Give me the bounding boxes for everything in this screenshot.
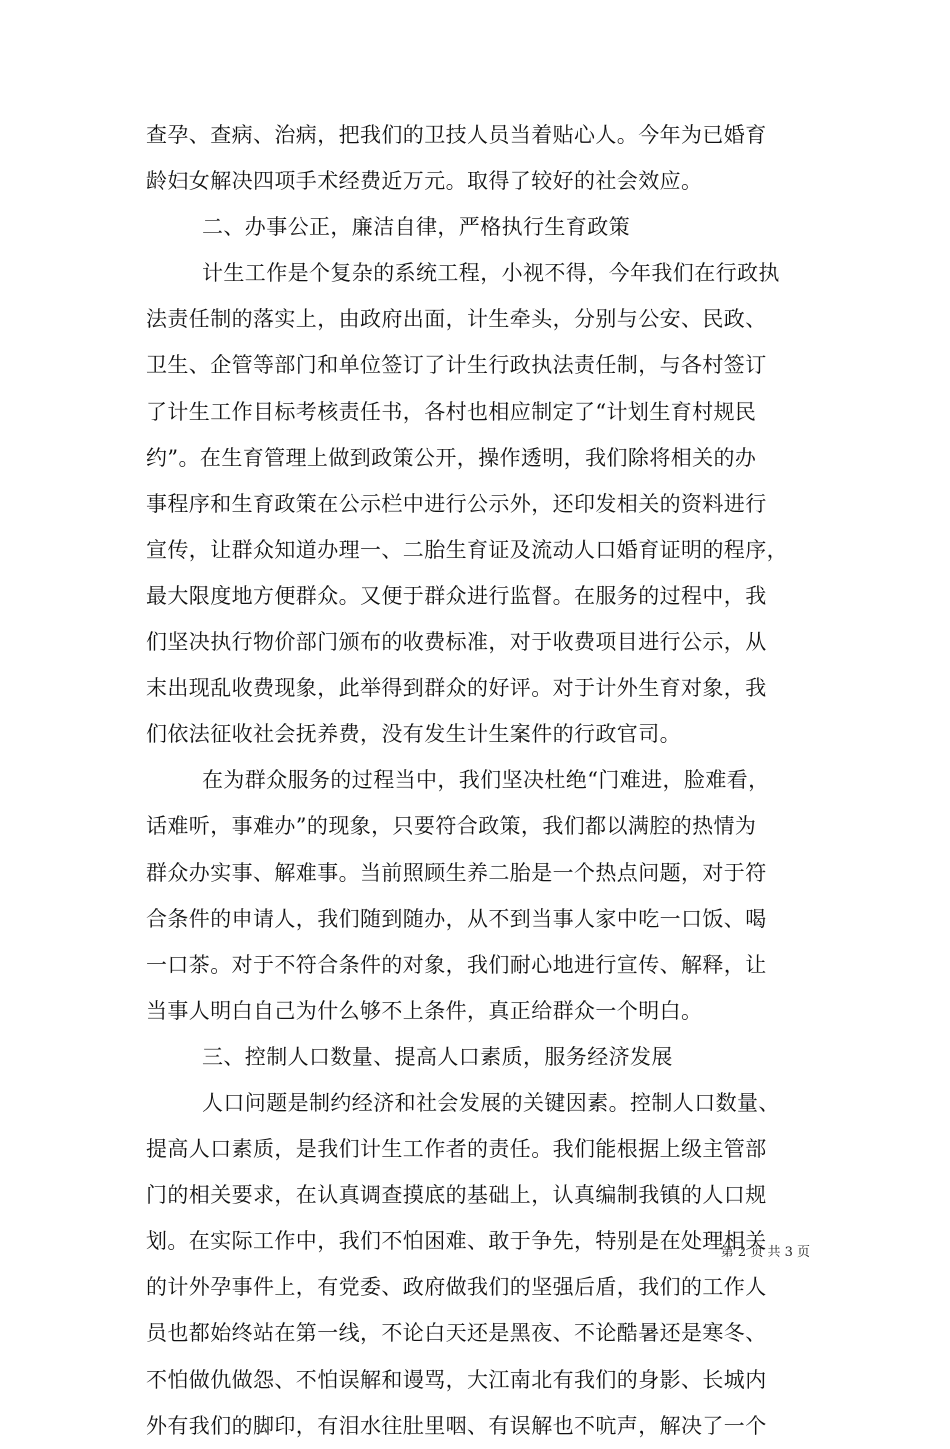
section-heading: 三、控制人口数量、提高人口素质，服务经济发展 — [202, 1044, 673, 1069]
text-line: 们依法征收社会抚养费，没有发生计生案件的行政官司。 — [146, 722, 681, 747]
text-line: 宣传，让群众知道办理一、二胎生育证及流动人口婚育证明的程序， — [146, 537, 788, 562]
text-line: 门的相关要求，在认真调查摸底的基础上，认真编制我镇的人口规 — [146, 1183, 767, 1208]
text-line: 划。在实际工作中，我们不怕困难、敢于争先，特别是在处理相关 — [146, 1229, 767, 1254]
text-line: 事程序和生育政策在公示栏中进行公示外，还印发相关的资料进行 — [146, 491, 767, 516]
text-line: 计生工作是个复杂的系统工程，小视不得，今年我们在行政执 — [202, 261, 780, 286]
text-line: 员也都始终站在第一线，不论白天还是黑夜、不论酷暑还是寒冬、 — [146, 1321, 767, 1346]
text-line: 在为群众服务的过程当中，我们坚决杜绝“门难进，脸难看， — [202, 768, 770, 793]
text-line: 一口茶。对于不符合条件的对象，我们耐心地进行宣传、解释，让 — [146, 952, 767, 977]
text-line: 最大限度地方便群众。又便于群众进行监督。在服务的过程中，我 — [146, 583, 767, 608]
text-line: 龄妇女解决四项手术经费近万元。取得了较好的社会效应。 — [146, 169, 703, 194]
text-line: 查孕、查病、治病，把我们的卫技人员当着贴心人。今年为已婚育 — [146, 123, 767, 147]
section-heading: 二、办事公正，廉洁自律，严格执行生育政策 — [202, 215, 630, 240]
text-line: 了计生工作目标考核责任书，各村也相应制定了“计划生育村规民 — [146, 399, 757, 424]
text-line: 当事人明白自己为什么够不上条件，真正给群众一个明白。 — [146, 998, 703, 1023]
text-line: 群众办实事、解难事。当前照顾生养二胎是一个热点问题，对于符 — [146, 860, 767, 885]
text-line: 人口问题是制约经济和社会发展的关键因素。控制人口数量、 — [202, 1090, 780, 1115]
text-line: 卫生、企管等部门和单位签订了计生行政执法责任制，与各村签订 — [146, 353, 767, 378]
text-line: 提高人口素质，是我们计生工作者的责任。我们能根据上级主管部 — [146, 1137, 767, 1162]
text-line: 们坚决执行物价部门颁布的收费标准，对于收费项目进行公示，从 — [146, 630, 767, 655]
text-line: 末出现乱收费现象，此举得到群众的好评。对于计外生育对象，我 — [146, 676, 767, 701]
page-number: 第 2 页 共 3 页 — [720, 1245, 810, 1260]
text-line: 合条件的申请人，我们随到随办，从不到当事人家中吃一口饭、喝 — [146, 906, 767, 931]
text-line: 的计外孕事件上，有党委、政府做我们的坚强后盾，我们的工作人 — [146, 1275, 767, 1300]
text-line: 不怕做仇做怨、不怕误解和谩骂，大江南北有我们的身影、长城内 — [146, 1367, 767, 1392]
text-line: 约”。在生育管理上做到政策公开，操作透明，我们除将相关的办 — [146, 445, 757, 470]
text-line: 话难听，事难办”的现象，只要符合政策，我们都以满腔的热情为 — [146, 814, 757, 839]
text-line: 外有我们的脚印，有泪水往肚里咽、有误解也不吭声，解决了一个 — [146, 1413, 767, 1438]
text-line: 法责任制的落实上，由政府出面，计生牵头，分别与公安、民政、 — [146, 307, 767, 332]
